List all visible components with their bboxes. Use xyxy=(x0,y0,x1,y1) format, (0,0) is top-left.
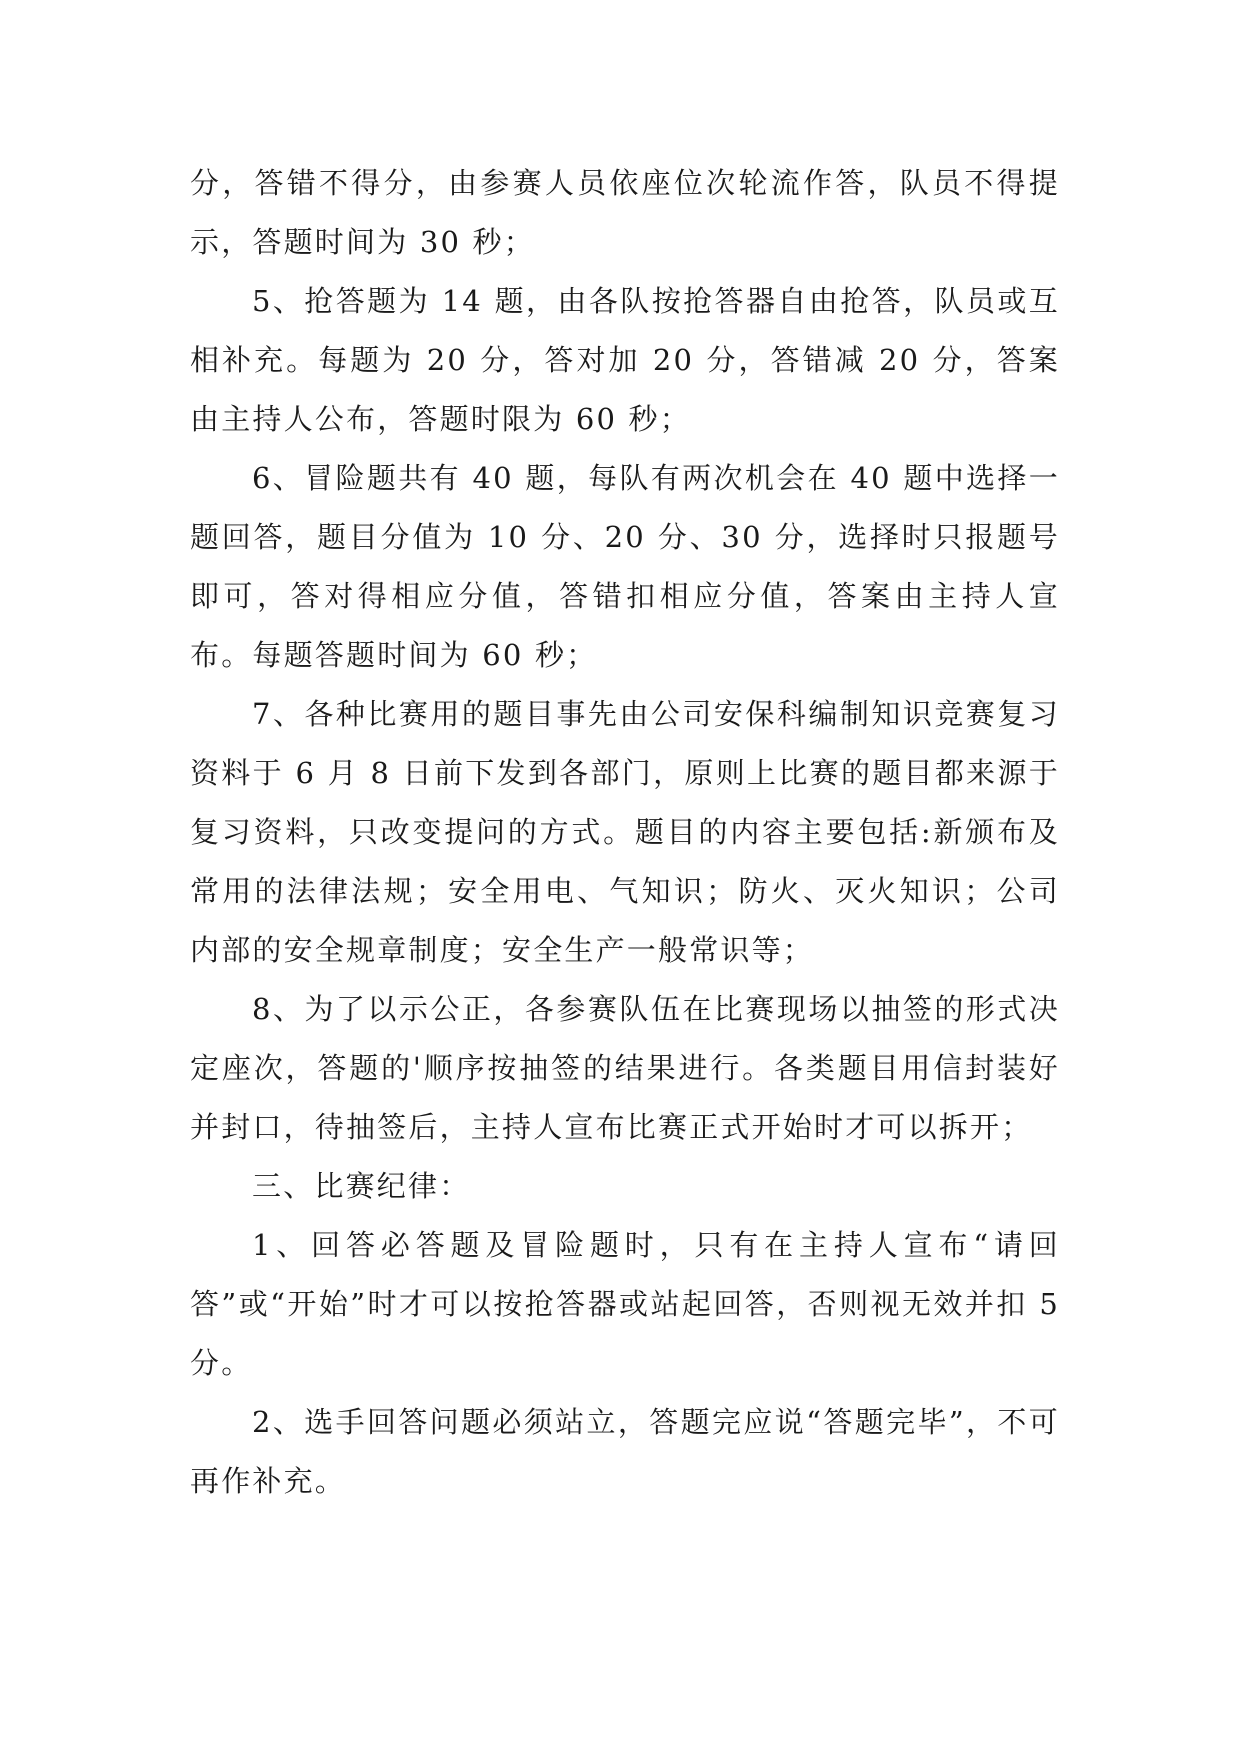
paragraph-rule-6: 6、冒险题共有 40 题，每队有两次机会在 40 题中选择一题回答，题目分值为 10 分、20 分、30 分，选择时只报题号即可，答对得相应分值，答错扣相应分值，答案由主持人宣布。每题答题时间为 60 秒； xyxy=(190,461,1060,672)
paragraph-discipline-1: 1、回答必答题及冒险题时，只有在主持人宣布“请回答”或“开始”时才可以按抢答器或站起回答，否则视无效并扣 5 分。 xyxy=(190,1228,1060,1380)
paragraph-rule-7: 7、各种比赛用的题目事先由公司安保科编制知识竞赛复习资料于 6 月 8 日前下发到各部门，原则上比赛的题目都来源于复习资料，只改变提问的方式。题目的内容主要包括:新颁布及常用的法律法规；安全用电、气知识；防火、灭火知识；公司内部的安全规章制度；安全生产一般常识等； xyxy=(190,697,1060,967)
paragraph-continuation: 分，答错不得分，由参赛人员依座位次轮流作答，队员不得提示，答题时间为 30 秒； xyxy=(190,166,1060,259)
paragraph-rule-5: 5、抢答题为 14 题，由各队按抢答器自由抢答，队员或互相补充。每题为 20 分，答对加 20 分，答错减 20 分，答案由主持人公布，答题时限为 60 秒； xyxy=(190,284,1060,436)
document-body xyxy=(190,154,1060,1511)
paragraph-discipline-2: 2、选手回答问题必须站立，答题完应说“答题完毕”，不可再作补充。 xyxy=(190,1405,1060,1498)
paragraph-rule-8: 8、为了以示公正，各参赛队伍在比赛现场以抽签的形式决定座次，答题的'顺序按抽签的结果进行。各类题目用信封装好并封口，待抽签后，主持人宣布比赛正式开始时才可以拆开； xyxy=(190,992,1060,1144)
section-heading-discipline: 三、比赛纪律： xyxy=(252,1169,471,1203)
